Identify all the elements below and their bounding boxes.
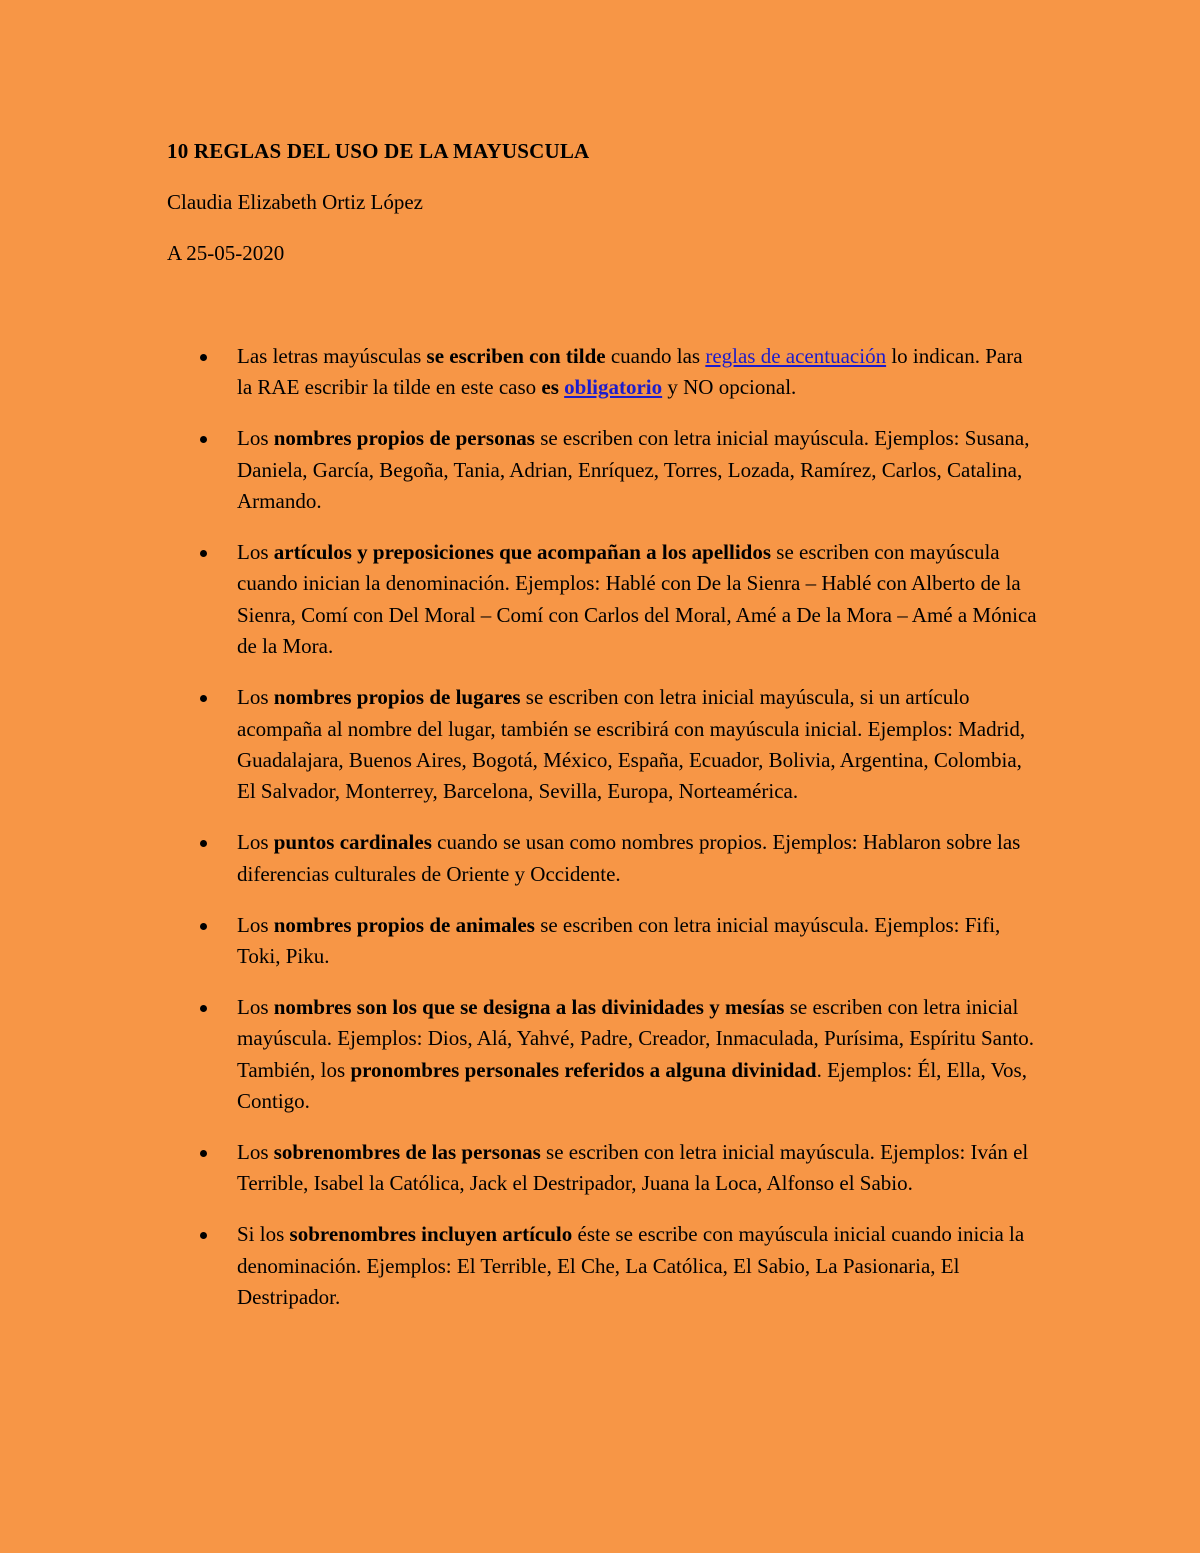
list-item — [237, 992, 1037, 1118]
list-item — [237, 1219, 1037, 1313]
list-item — [237, 423, 1037, 517]
rule-text: se escriben con letra inicial mayúscula, si un artículo acompaña al nombre del lugar, también se escribirá con mayúscula inicial. Ejemplos: Madrid, Guadalajara, Buenos Aires, Bogotá, México, España, Ecuador, Bolivia, Argentina, Colombia, El Salvador, Monterrey, Barcelona, Sevilla, Europa, Norteamérica. — [237, 685, 1026, 804]
rule-emphasis: nombres propios de lugares — [273, 685, 521, 710]
list-item — [237, 682, 1037, 808]
rule-text: Los — [237, 912, 274, 937]
author-name: Claudia Elizabeth Ortiz López — [167, 190, 423, 214]
bullet-icon — [200, 550, 207, 557]
list-item — [237, 341, 1037, 404]
rule-text: Los — [237, 426, 274, 451]
rule-emphasis: es — [541, 375, 565, 400]
rule-text: lo indican. Para la RAE escribir la tilde en este caso — [237, 344, 1023, 400]
rule-text: se escriben con letra inicial mayúscula. Ejemplos: Susana, Daniela, García, Begoña, Tania, Adrian, Enríquez, Torres, Lozada, Ramírez, Carlos, Catalina, Armando. — [237, 426, 1030, 514]
document-title: 10 REGLAS DEL USO DE LA MAYUSCULA — [167, 139, 590, 163]
rule-emphasis: nombres propios de animales — [273, 912, 535, 937]
rule-emphasis: pronombres personales referidos a alguna divinidad — [350, 1057, 817, 1082]
bullet-icon — [200, 354, 207, 361]
rule-text: Los — [237, 1140, 274, 1165]
rule-emphasis: sobrenombres de las personas — [273, 1140, 541, 1165]
rule-text: se escriben con letra inicial mayúscula. Ejemplos: Fifi, Toki, Piku. — [237, 912, 1001, 968]
bullet-icon — [200, 1150, 207, 1157]
rules-list — [237, 341, 1037, 1333]
rule-emphasis: sobrenombres incluyen artículo — [289, 1222, 573, 1247]
rule-text: éste se escribe con mayúscula inicial cuando inicia la denominación. Ejemplos: El Terrible, El Che, La Católica, El Sabio, La Pasionaria, El Destripador. — [237, 1222, 1025, 1310]
bullet-icon — [200, 695, 207, 702]
list-item — [237, 1137, 1037, 1200]
rule-text: cuando las — [605, 344, 706, 368]
rule-text: y NO opcional. — [662, 375, 797, 400]
rule-emphasis: nombres propios de personas — [273, 426, 535, 451]
obligatorio-link[interactable]: obligatorio — [564, 375, 663, 400]
acentuacion-link[interactable]: reglas de acentuación — [705, 344, 887, 368]
rule-emphasis: puntos cardinales — [273, 830, 432, 855]
rule-text: se escriben con letra inicial mayúscula. Ejemplos: Dios, Alá, Yahvé, Padre, Creador, Inmaculada, Purísima, Espíritu Santo. También, los — [237, 994, 1035, 1082]
rule-text: Los — [237, 685, 274, 710]
bullet-icon — [200, 1232, 207, 1239]
rule-emphasis: artículos y preposiciones que acompañan a los apellidos — [273, 540, 772, 565]
bullet-icon — [200, 840, 207, 847]
rule-text: Las letras mayúsculas — [237, 344, 427, 368]
rule-text: Si los — [237, 1222, 290, 1247]
rule-text: Los — [237, 540, 274, 565]
rule-text: se escriben con letra inicial mayúscula. Ejemplos: Iván el Terrible, Isabel la Católica, Jack el Destripador, Juana la Loca, Alfonso el Sabio. — [237, 1140, 1029, 1196]
rule-text: se escriben con mayúscula cuando inician la denominación. Ejemplos: Hablé con De la Sienra – Hablé con Alberto de la Sienra, Comí con Del Moral – Comí con Carlos del Moral, Amé a De la Mora – Amé a Mónica de la Mora. — [237, 540, 1037, 659]
document-date: A 25-05-2020 — [167, 241, 285, 265]
rule-text: . Ejemplos: Él, Ella, Vos, Contigo. — [237, 1057, 1027, 1114]
rule-emphasis: se escriben con tilde — [426, 344, 606, 368]
bullet-icon — [200, 436, 207, 443]
list-item — [237, 827, 1037, 890]
rule-text: Los — [237, 994, 274, 1019]
rule-text: Los — [237, 830, 274, 855]
bullet-icon — [200, 923, 207, 930]
bullet-icon — [200, 1005, 207, 1012]
rule-emphasis: nombres son los que se designa a las divinidades y mesías — [273, 994, 785, 1019]
rule-text: cuando se usan como nombres propios. Ejemplos: Hablaron sobre las diferencias culturales de Oriente y Occidente. — [237, 830, 1021, 886]
list-item — [237, 910, 1037, 973]
list-item — [237, 537, 1037, 663]
